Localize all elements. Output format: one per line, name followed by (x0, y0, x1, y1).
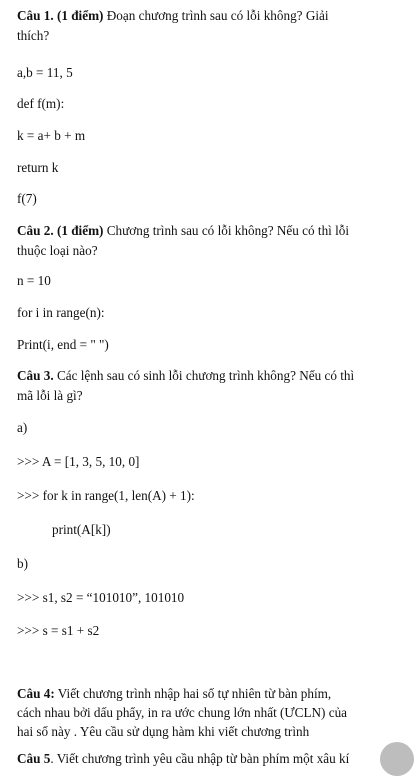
question-4-prompt (17, 684, 407, 741)
q2-code-line-1: n = 10 (17, 273, 51, 288)
question-3-text-cont: mã lỗi là gì? (17, 388, 83, 403)
q2-code-line-3: Print(i, end = " ") (17, 337, 109, 352)
question-3-label: Câu 3. (17, 368, 54, 383)
question-1-text: Đoạn chương trình sau có lỗi không? Giải (106, 8, 329, 23)
question-1-prompt (17, 6, 402, 46)
question-2-text-cont: thuộc loại nào? (17, 243, 98, 258)
question-2-prompt (17, 221, 402, 261)
q3-part-b-label: b) (17, 556, 28, 571)
q3-part-a-label: a) (17, 420, 28, 435)
question-5-text: . Viết chương trình yêu cầu nhập từ bàn phím một xâu kí (50, 751, 350, 766)
q3b-code-line-1: >>> s1, s2 = “101010”, 101010 (17, 590, 185, 605)
question-2-text: Chương trình sau có lỗi không? Nếu có thì lỗi (106, 223, 350, 238)
q3b-code-line-2: >>> s = s1 + s2 (17, 623, 100, 638)
question-2-label: Câu 2. (17, 223, 54, 238)
scroll-handle[interactable] (380, 742, 414, 776)
q1-code-line-1: a,b = 11, 5 (17, 65, 73, 80)
q3a-code-line-1: >>> A = [1, 3, 5, 10, 0] (17, 454, 140, 469)
question-4-text-cont-2: hai số này . Yêu cầu sử dụng hàm khi viết chương trình (17, 724, 310, 739)
question-2-points: (1 điểm) (56, 223, 104, 238)
question-1-text-cont: thích? (17, 28, 50, 43)
question-4-text: Viết chương trình nhập hai số tự nhiên từ bàn phím, (57, 686, 332, 701)
question-1-points: (1 điểm) (56, 8, 104, 23)
question-3-text: Các lệnh sau có sinh lỗi chương trình không? Nếu có thì (56, 368, 355, 383)
q3a-code-line-3: print(A[k]) (52, 522, 111, 537)
q1-code-line-3: k = a+ b + m (17, 128, 86, 143)
question-5-label: Câu 5 (17, 751, 51, 766)
q1-code-line-4: return k (17, 160, 59, 175)
q3a-code-line-2: >>> for k in range(1, len(A) + 1): (17, 488, 195, 503)
q2-code-line-2: for i in range(n): (17, 305, 105, 320)
question-1-label: Câu 1. (17, 8, 54, 23)
question-5-prompt (17, 749, 407, 769)
question-4-text-cont-1: cách nhau bởi dấu phẩy, in ra ước chung lớn nhất (ƯCLN) của (17, 705, 348, 720)
q1-code-line-2: def f(m): (17, 96, 65, 111)
question-4-label: Câu 4: (17, 686, 55, 701)
q1-code-line-5: f(7) (17, 191, 37, 206)
question-3-prompt (17, 366, 402, 406)
